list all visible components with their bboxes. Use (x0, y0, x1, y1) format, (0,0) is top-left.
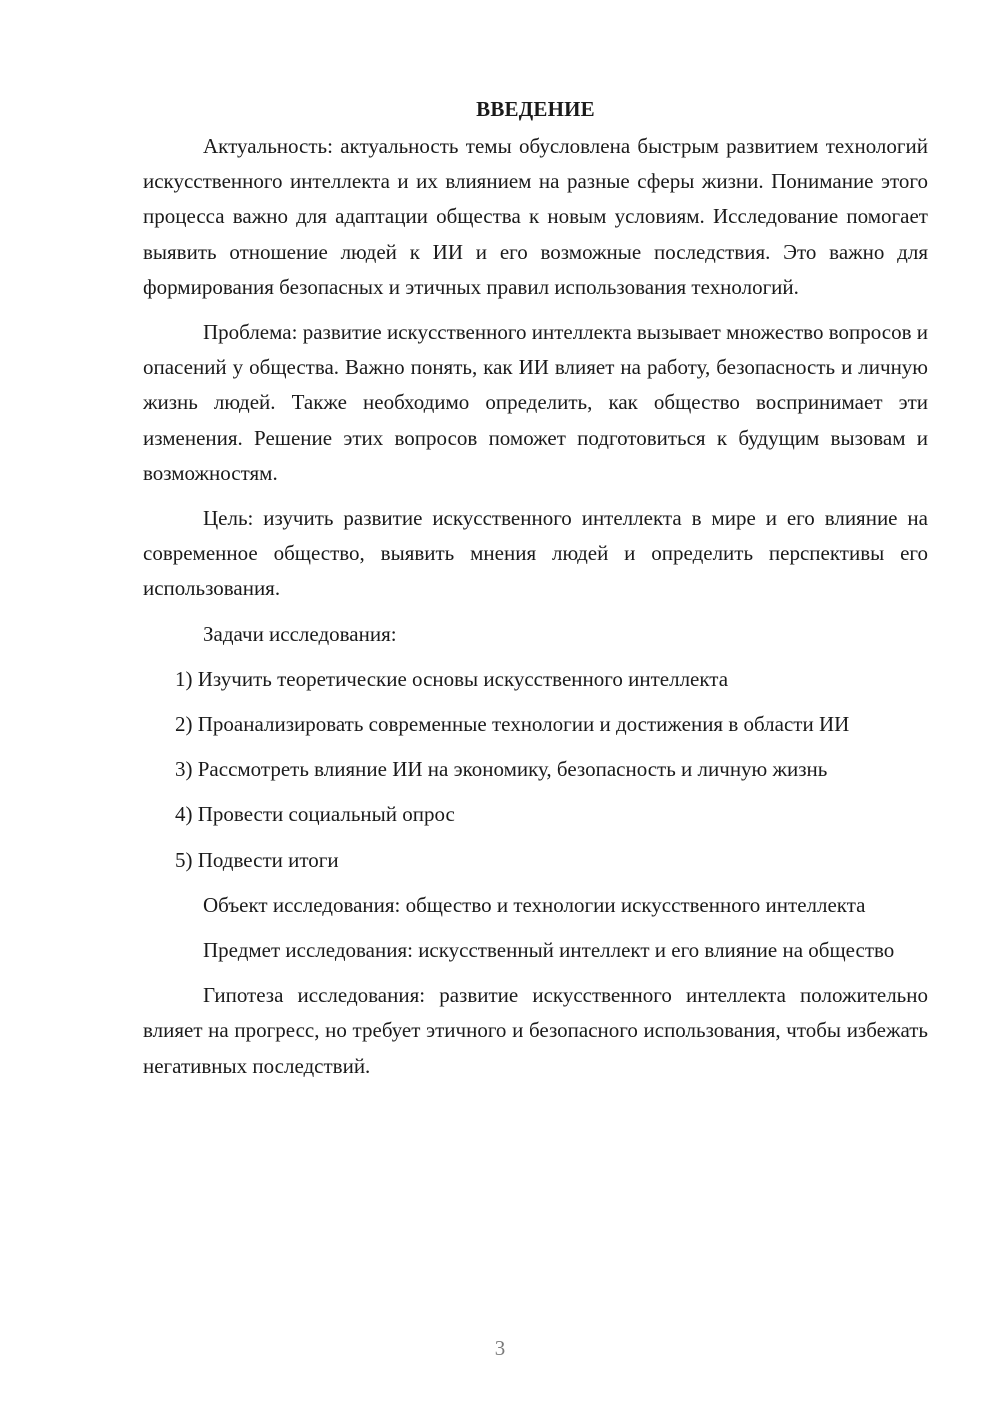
task-item-4: 4) Провести социальный опрос (175, 802, 455, 827)
relevance-paragraph: Актуальность: актуальность темы обусловлена быстрым развитием технологий искусственного интеллекта и их влиянием на разные сферы жизни. Понимание этого процесса важно для адаптации общества к новым условиям. Исследование помогает выявить отношение людей к ИИ и его возможные последствия. Это важно для формирования безопасных и этичных правил использования технологий. (143, 134, 928, 299)
problem-paragraph: Проблема: развитие искусственного интеллекта вызывает множество вопросов и опасений у общества. Важно понять, как ИИ влияет на работу, безопасность и личную жизнь людей. Также необходимо определить, как общество воспринимает эти изменения. Решение этих вопросов поможет подготовиться к будущим вызовам и возможностям. (143, 320, 928, 485)
page-number: 3 (494, 1336, 506, 1360)
section-title: ВВЕДЕНИЕ (476, 97, 595, 121)
task-item-1: 1) Изучить теоретические основы искусственного интеллекта (175, 666, 729, 691)
goal-paragraph: Цель: изучить развитие искусственного интеллекта в мире и его влияние на современное общество, выявить мнения людей и определить перспективы его использования. (143, 506, 928, 601)
tasks-heading: Задачи исследования: (203, 621, 397, 646)
document-page (143, 92, 928, 1392)
object-paragraph: Объект исследования: общество и технологии искусственного интеллекта (203, 892, 866, 917)
task-item-5: 5) Подвести итоги (175, 847, 339, 872)
subject-paragraph: Предмет исследования: искусственный интеллект и его влияние на общество (203, 938, 895, 963)
hypothesis-paragraph: Гипотеза исследования: развитие искусственного интеллекта положительно влияет на прогресс, но требует этичного и безопасного использования, чтобы избежать негативных последствий. (143, 983, 928, 1078)
task-item-2: 2) Проанализировать современные технологии и достижения в области ИИ (175, 712, 850, 737)
task-item-3: 3) Рассмотреть влияние ИИ на экономику, безопасность и личную жизнь (175, 757, 828, 782)
